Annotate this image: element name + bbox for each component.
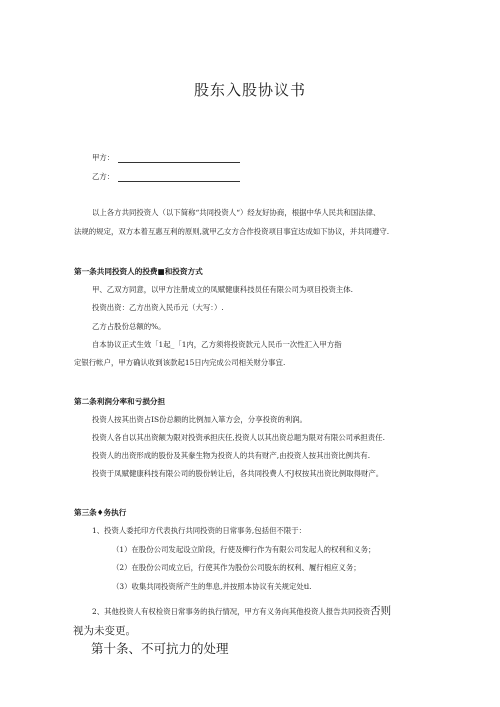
section-2-paragraph: 投资于凤赋健康科技有限公司的股份转让后，各共同投费人不J权按其出资比例取得财产。: [92, 469, 384, 478]
section-3-list-item: （2）在股份公司成立后，行使其作为股份公司股东的权利、履行相应义务；: [112, 563, 361, 572]
section-1-paragraph: 自本协议正式生效「1起_「1内，乙方须将投资款元人民币一次性汇入甲方指: [92, 340, 342, 349]
paragraph-tail-text: 否则: [370, 605, 392, 617]
party-a-blank: [118, 154, 240, 163]
section-1-paragraph: 投资出资：乙方出资入民币元（大写：）.: [92, 303, 224, 312]
section-2-paragraph: 投资人各自以其出资额为限对投资承担庆任,投资人以其出资总题为限对有限公司承担责任.: [92, 433, 385, 442]
section-2-paragraph: 投资人的出资形成的股份及其豢生物为投资人的共有财产,由投资人按其出资比例共有.: [92, 451, 371, 460]
intro-line-1: 以上各方共同投资人（以下简称“共同投资人“）经友好协商，根据中华人民共和国法律、: [92, 208, 381, 217]
section-3-paragraph: [92, 606, 391, 617]
party-b-blank: [118, 173, 240, 182]
section-1-paragraph: 乙方占股份总额的%。: [92, 322, 166, 331]
party-b-label: 乙方：: [92, 172, 115, 181]
section-1-paragraph: 定银行帐户，甲方确认收到该款起15日内完成公司相关财分事宜.: [74, 358, 286, 367]
section-2-heading: 第二条利润分率和亏损分担: [74, 397, 166, 406]
paragraph-text: 2、其他投资人有权检资日常事务的执行情况，甲方有义务向其他投资人报告共同投资: [92, 607, 371, 616]
section-2-paragraph: 投资人按其出资占IS份总额的比例加入箪方会，分享投资的利润。: [92, 415, 307, 424]
document-title: 股东入股协议书: [193, 81, 306, 99]
section-3-paragraph-continued: 视为未变更。: [73, 625, 136, 637]
party-b-line: [92, 172, 240, 182]
section-3-list-item: （3）收集共同投资所产生的隼息,并按照本协议有关规定处tl.: [112, 582, 312, 591]
section-3-heading: 第三条♦务执行: [74, 508, 127, 517]
intro-line-2: 法规的规定，双方本着互惠互利的原则,就甲乙女方合作投资项目事宜达成如下协议，并共同遵守.: [74, 227, 390, 236]
section-3-list-item: （1）在股份公司发起设立阶段，行使及柳行作为有限公司发起人的权利和义务；: [112, 545, 376, 554]
party-a-line: [92, 153, 240, 163]
party-a-label: 甲方：: [92, 153, 115, 162]
section-3-paragraph: 1、投资人委托印方代表执行共同投资的日常事务,包括但不限于：: [92, 526, 306, 535]
section-1-heading: 第一条共同投资人的投费■和投资方式: [74, 267, 203, 276]
section-10-heading: 第十条、不可抗力的处理: [91, 641, 229, 656]
section-1-paragraph: 甲、乙双方同意，以甲方注册成立的凤赋健康科技员任有限公司为项目投资主体.: [92, 285, 354, 294]
